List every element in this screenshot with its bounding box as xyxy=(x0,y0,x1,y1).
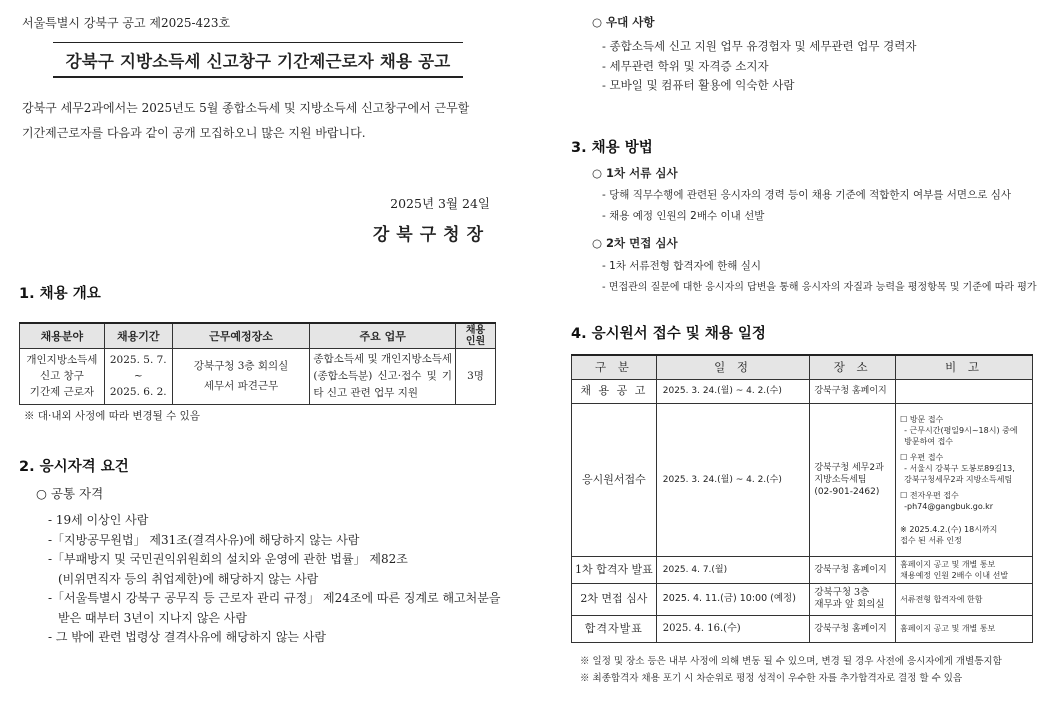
cell-field: 개인지방소득세 신고 창구 기간제 근로자 xyxy=(20,348,105,404)
remark-detail: -ph74@gangbuk.go.kr xyxy=(904,501,994,511)
section4-heading: 4. 응시원서 접수 및 채용 일정 xyxy=(571,326,766,342)
cell-location: 강북구청 3층 재무과 앞 회의실 xyxy=(810,583,896,615)
list-item: - 당해 직무수행에 관련된 응시자의 경력 등이 채용 기준에 적합한지 여부를 서면으로 심사 xyxy=(602,189,1011,201)
notice-number: 서울특별시 강북구 공고 제2025-423호 xyxy=(22,16,231,30)
table-row xyxy=(572,615,1033,642)
schedule-table xyxy=(571,354,1033,643)
overview-note: ※ 대·내외 사정에 따라 변경될 수 있음 xyxy=(24,410,200,422)
remark-title: ☐ 우편 접수 xyxy=(900,452,944,462)
cell-location: 강북구청 홈페이지 xyxy=(810,615,896,642)
overview-table xyxy=(19,322,496,405)
cell-stage: 채 용 공 고 xyxy=(572,379,657,403)
cell-remark: 서류전형 합격자에 한함 xyxy=(896,583,1033,615)
cell-location: 강북구청 홈페이지 xyxy=(810,556,896,583)
cell-schedule: 2025. 4. 11.(금) 10:00 (예정) xyxy=(656,583,810,615)
intro-line: 기간제근로자를 다음과 같이 공개 모집하오니 많은 지원 바랍니다. xyxy=(22,126,366,140)
list-item: (비위면직자 등의 취업제한)에 해당하지 않는 사람 xyxy=(58,571,319,586)
list-item: - 모바일 및 컴퓨터 활용에 익숙한 사람 xyxy=(602,78,795,92)
remark-title: ☐ 방문 접수 xyxy=(900,414,944,424)
list-item: - 종합소득세 신고 지원 업무 유경험자 및 세무관련 업무 경력자 xyxy=(602,39,917,53)
common-qualification-list xyxy=(48,511,500,648)
remark-title: ※ 2025.4.2.(수) 18시까지 xyxy=(900,524,998,534)
table-row xyxy=(572,556,1033,583)
interview-list xyxy=(602,256,1037,298)
list-item: 받은 때부터 3년이 지나지 않은 사람 xyxy=(58,610,247,625)
section3-heading: 3. 채용 방법 xyxy=(571,140,653,156)
notice-date: 2025년 3월 24일 xyxy=(390,196,490,211)
cell-duty: 종합소득세 및 개인지방소득세(종합소득분) 신고·접수 및 기타 신고 관련 업무 지원 xyxy=(310,348,456,404)
remark-email xyxy=(900,490,1028,512)
document-screening-list xyxy=(602,185,1011,227)
cell-remark xyxy=(896,379,1033,403)
header-schedule: 일 정 xyxy=(656,355,810,379)
preference-heading: ○ 우대 사항 xyxy=(592,15,655,29)
interview-heading: ○ 2차 면접 심사 xyxy=(592,236,678,250)
cell-stage: 1차 합격자 발표 xyxy=(572,556,657,583)
header-field: 채용분야 xyxy=(20,323,105,348)
table-row xyxy=(572,583,1033,615)
header-count: 채용 인원 xyxy=(456,323,496,348)
remark-deadline xyxy=(900,524,1028,546)
table-header-row xyxy=(20,323,496,348)
remark-detail: - 근무시간(평일9시~18시) 중에 방문하여 접수 xyxy=(904,425,1018,446)
header-place: 근무예정장소 xyxy=(172,323,310,348)
page-title: 강북구 지방소득세 신고창구 기간제근로자 채용 공고 xyxy=(65,51,451,71)
cell-place: 강북구청 3층 회의실 세무서 파견근무 xyxy=(172,348,310,404)
cell-schedule: 2025. 4. 7.(월) xyxy=(656,556,810,583)
cell-remark-reception xyxy=(896,403,1033,556)
cell-stage: 응시원서접수 xyxy=(572,403,657,556)
list-item: - 세무관련 학위 및 자격증 소지자 xyxy=(602,58,769,73)
title-box xyxy=(53,42,463,78)
list-item: - 19세 이상인 사람 xyxy=(48,513,149,527)
section2-heading: 2. 응시자격 요건 xyxy=(19,459,129,475)
remark-title: ☐ 전자우편 접수 xyxy=(900,490,959,500)
remark-detail: 접수 된 서류 인정 xyxy=(900,535,962,545)
table-row xyxy=(20,348,496,404)
cell-location: 강북구청 세무2과 지방소득세팀 (02-901-2462) xyxy=(810,403,896,556)
document-screening-heading: ○ 1차 서류 심사 xyxy=(592,166,678,180)
cell-period: 2025. 5. 7. ~ 2025. 6. 2. xyxy=(104,348,172,404)
header-period: 채용기간 xyxy=(104,323,172,348)
intro-line: 강북구 세무2과에서는 2025년도 5월 종합소득세 및 지방소득세 신고창구에서 근무할 xyxy=(22,101,470,115)
list-item: -「서울특별시 강북구 공무직 등 근로자 관리 규정」 제24조에 따른 징계로 해고처분을 xyxy=(48,591,501,605)
issuing-authority: 강북구청장 xyxy=(372,225,490,245)
remark-detail: - 서울시 강북구 도봉로89길13, 강북구청세무2과 지방소득세팀 xyxy=(904,463,1015,484)
cell-schedule: 2025. 3. 24.(월) ~ 4. 2.(수) xyxy=(656,403,810,556)
cell-schedule: 2025. 3. 24.(월) ~ 4. 2.(수) xyxy=(656,379,810,403)
table-row xyxy=(572,403,1033,556)
list-item: - 채용 예정 인원의 2배수 이내 선발 xyxy=(602,210,765,222)
list-item: -「부패방지 및 국민권익위원회의 설치와 운영에 관한 법률」 제82조 xyxy=(48,552,408,566)
table-header-row xyxy=(572,355,1033,379)
schedule-note: ※ 일정 및 장소 등은 내부 사정에 의해 변동 될 수 있으며, 변경 될 경우 사전에 응시자에게 개별통지함 xyxy=(580,656,1002,667)
remark-mail xyxy=(900,452,1028,485)
header-stage: 구 분 xyxy=(572,355,657,379)
table-row xyxy=(572,379,1033,403)
remark-visit xyxy=(900,414,1028,447)
cell-stage: 2차 면접 심사 xyxy=(572,583,657,615)
list-item: - 1차 서류전형 합격자에 한해 실시 xyxy=(602,260,762,272)
cell-stage: 합격자발표 xyxy=(572,615,657,642)
list-item: - 면접관의 질문에 대한 응시자의 답변을 통해 응시자의 자질과 능력을 평정항목 및 기준에 따라 평가 xyxy=(602,282,1037,293)
intro-paragraph xyxy=(22,96,502,146)
cell-remark: 홈페이지 공고 및 개별 통보 채용예정 인원 2배수 이내 선발 xyxy=(896,556,1033,583)
list-item: -「지방공무원법」 제31조(결격사유)에 해당하지 않는 사람 xyxy=(48,532,360,547)
preference-list xyxy=(602,37,917,96)
header-remark: 비 고 xyxy=(896,355,1033,379)
cell-location: 강북구청 홈페이지 xyxy=(810,379,896,403)
cell-schedule: 2025. 4. 16.(수) xyxy=(656,615,810,642)
header-duty: 주요 업무 xyxy=(310,323,456,348)
header-location: 장 소 xyxy=(810,355,896,379)
cell-remark: 홈페이지 공고 및 개별 통보 xyxy=(896,615,1033,642)
list-item: - 그 밖에 관련 법령상 결격사유에 해당하지 않는 사람 xyxy=(48,630,327,644)
schedule-note: ※ 최종합격자 채용 포기 시 차순위로 평정 성적이 우수한 자를 추가합격자로 결정 할 수 있음 xyxy=(580,673,963,684)
section1-heading: 1. 채용 개요 xyxy=(19,286,101,302)
cell-count: 3명 xyxy=(456,348,496,404)
common-qualification-heading: ○ 공통 자격 xyxy=(36,486,104,501)
